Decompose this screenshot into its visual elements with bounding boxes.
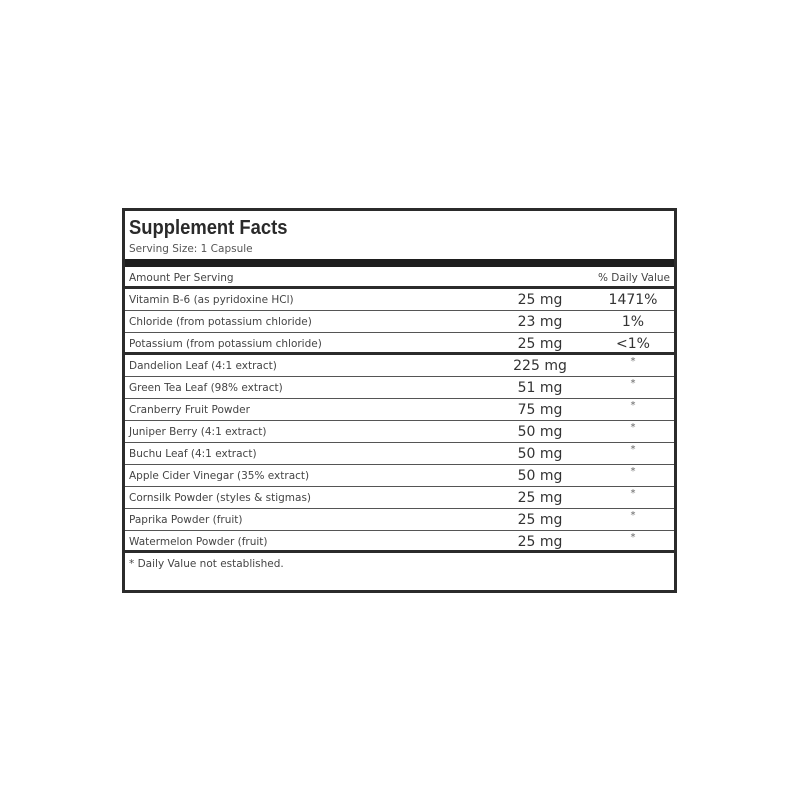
ingredient-amount: 25 mg bbox=[517, 512, 563, 528]
ingredient-row bbox=[125, 487, 674, 509]
ingredient-name: Dandelion Leaf (4:1 extract) bbox=[129, 360, 277, 372]
ingredient-daily-value: * bbox=[630, 422, 636, 433]
ingredient-row bbox=[125, 531, 674, 553]
ingredient-row bbox=[125, 443, 674, 465]
facts-header bbox=[125, 211, 674, 267]
amount-per-serving-label: Amount Per Serving bbox=[129, 272, 234, 284]
nutrient-daily-value: <1% bbox=[616, 336, 650, 352]
facts-title: Supplement Facts bbox=[129, 217, 288, 239]
nutrient-name: Vitamin B-6 (as pyridoxine HCl) bbox=[129, 294, 294, 306]
nutrient-amount: 25 mg bbox=[517, 336, 563, 352]
nutrient-name: Potassium (from potassium chloride) bbox=[129, 338, 322, 350]
ingredient-daily-value: * bbox=[630, 378, 636, 389]
ingredient-daily-value: * bbox=[630, 466, 636, 477]
ingredient-amount: 50 mg bbox=[517, 446, 563, 462]
footnote: * Daily Value not established. bbox=[129, 558, 284, 570]
ingredient-row bbox=[125, 509, 674, 531]
ingredient-name: Cranberry Fruit Powder bbox=[129, 404, 250, 416]
ingredient-amount: 50 mg bbox=[517, 468, 563, 484]
nutrient-name: Chloride (from potassium chloride) bbox=[129, 316, 312, 328]
ingredient-daily-value: * bbox=[630, 356, 636, 367]
nutrient-daily-value: 1471% bbox=[608, 292, 658, 308]
nutrient-row bbox=[125, 289, 674, 311]
ingredient-name: Cornsilk Powder (styles & stigmas) bbox=[129, 492, 312, 504]
ingredient-amount: 225 mg bbox=[513, 358, 567, 374]
nutrient-row bbox=[125, 333, 674, 355]
ingredient-row bbox=[125, 399, 674, 421]
supplement-facts-panel bbox=[122, 208, 677, 593]
ingredient-name: Buchu Leaf (4:1 extract) bbox=[129, 448, 257, 460]
ingredient-daily-value: * bbox=[630, 400, 636, 411]
ingredient-row bbox=[125, 377, 674, 399]
ingredient-amount: 75 mg bbox=[517, 402, 563, 418]
ingredient-name: Juniper Berry (4:1 extract) bbox=[129, 426, 267, 438]
nutrient-daily-value: 1% bbox=[621, 314, 645, 330]
column-header-row bbox=[125, 267, 674, 289]
nutrient-amount: 23 mg bbox=[517, 314, 563, 330]
ingredient-daily-value: * bbox=[630, 532, 636, 543]
daily-value-label: % Daily Value bbox=[597, 272, 670, 284]
ingredient-amount: 25 mg bbox=[517, 490, 563, 506]
serving-size: Serving Size: 1 Capsule bbox=[129, 243, 253, 255]
ingredient-amount: 51 mg bbox=[517, 380, 563, 396]
ingredient-daily-value: * bbox=[630, 488, 636, 499]
ingredient-row bbox=[125, 421, 674, 443]
ingredient-amount: 50 mg bbox=[517, 424, 563, 440]
ingredient-name: Green Tea Leaf (98% extract) bbox=[129, 382, 283, 394]
ingredient-name: Paprika Powder (fruit) bbox=[129, 514, 243, 526]
nutrient-row bbox=[125, 311, 674, 333]
ingredient-name: Apple Cider Vinegar (35% extract) bbox=[129, 470, 310, 482]
ingredient-row bbox=[125, 355, 674, 377]
ingredient-daily-value: * bbox=[630, 510, 636, 521]
ingredient-amount: 25 mg bbox=[517, 534, 563, 550]
nutrient-amount: 25 mg bbox=[517, 292, 563, 308]
ingredient-daily-value: * bbox=[630, 444, 636, 455]
ingredient-row bbox=[125, 465, 674, 487]
ingredient-name: Watermelon Powder (fruit) bbox=[129, 536, 268, 548]
